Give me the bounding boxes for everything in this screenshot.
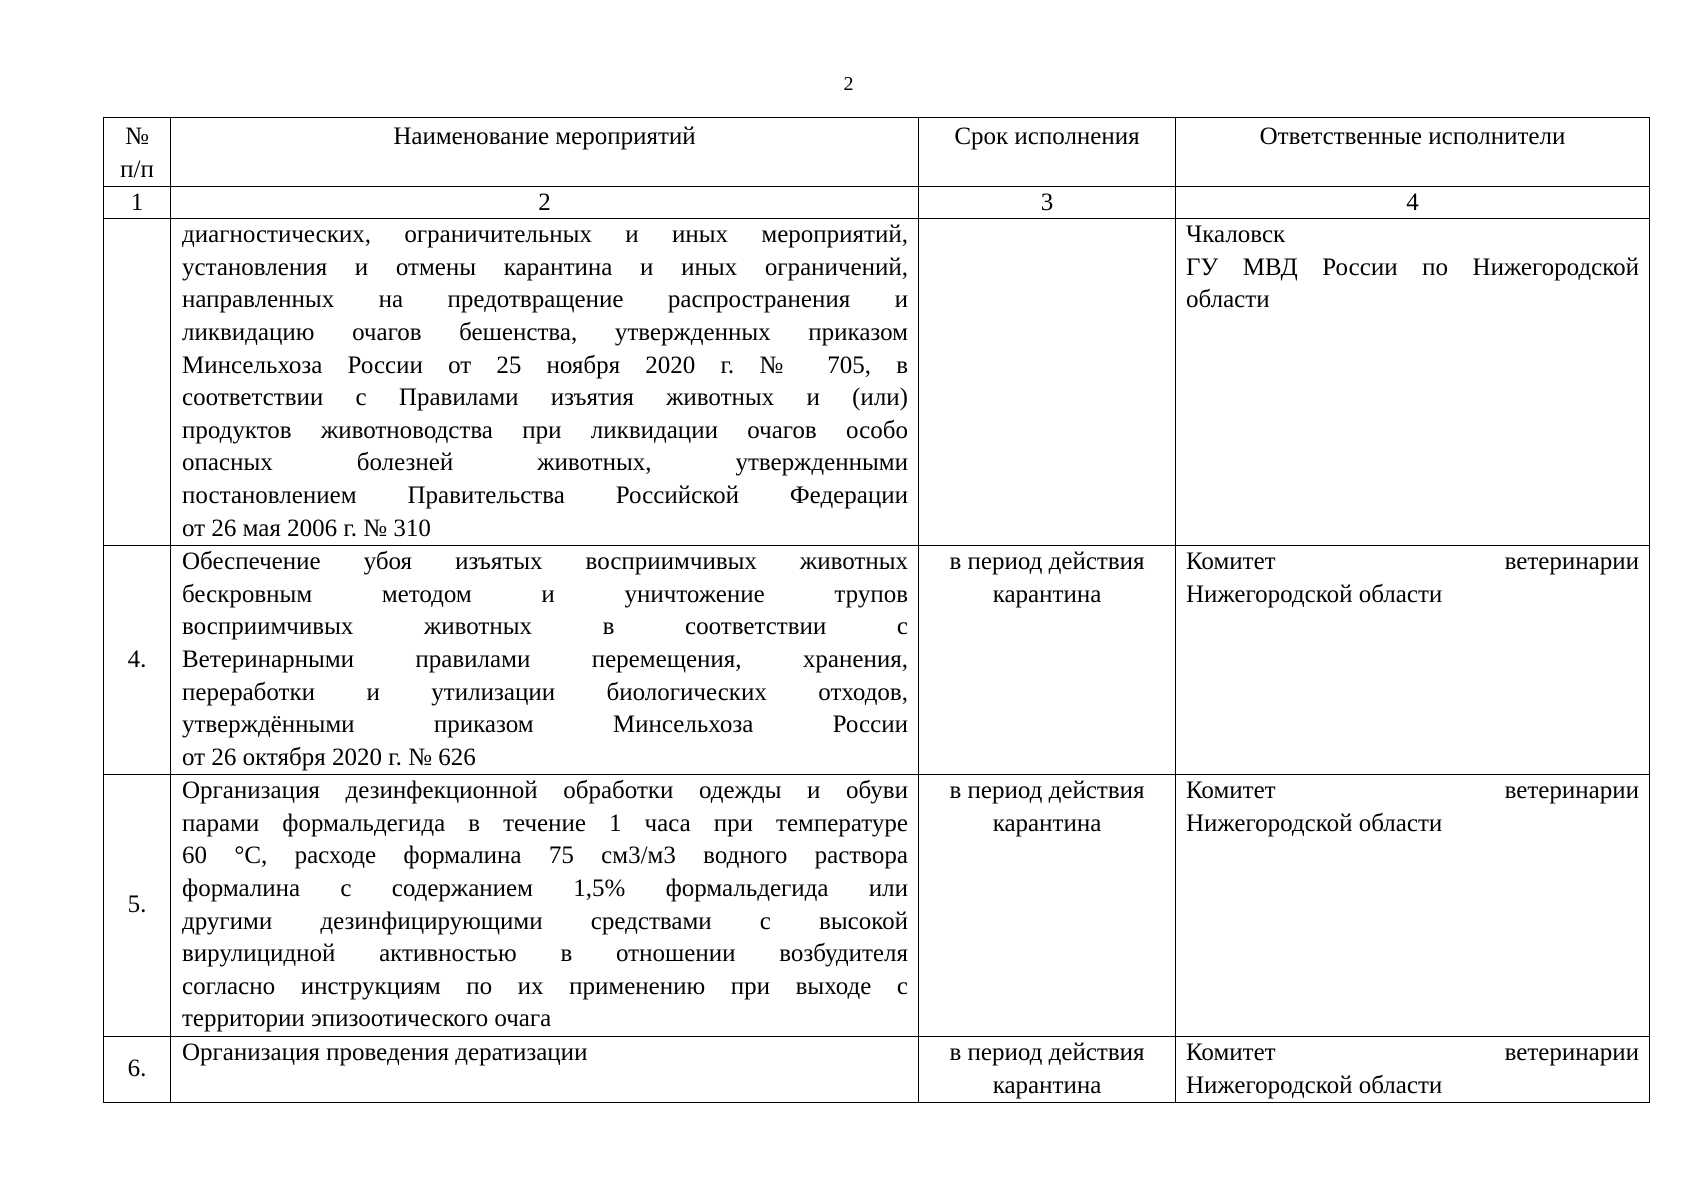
measure-name-line: Обеспечение убоя изъятых восприимчивых животных — [182, 548, 908, 576]
execution-term-line: карантина — [992, 809, 1102, 837]
measure-name-line: опасных болезней животных, утвержденными — [182, 449, 908, 477]
row-index: 5. — [104, 775, 171, 1037]
measure-name-line: другими дезинфицирующими средствами с высокой — [182, 907, 908, 935]
row-index: 6. — [104, 1037, 171, 1103]
header-term: Срок исполнения — [919, 118, 1176, 187]
column-number: 2 — [171, 187, 919, 219]
measure-name — [171, 1037, 919, 1103]
responsible-line: Нижегородской области — [1186, 1071, 1443, 1099]
measure-name-line: утверждёнными приказом Минсельхоза России — [182, 711, 908, 739]
responsible-executors — [1176, 219, 1650, 546]
table-row — [104, 219, 1650, 546]
column-number: 4 — [1176, 187, 1650, 219]
measure-name-line: формалина с содержанием 1,5% формальдегида или — [182, 875, 908, 903]
responsible-line: ГУ МВД России по Нижегородской — [1186, 253, 1639, 281]
measure-name-line: переработки и утилизации биологических отходов, — [182, 678, 908, 706]
table-row — [104, 1037, 1650, 1103]
measure-name — [171, 546, 919, 775]
column-number: 3 — [919, 187, 1176, 219]
execution-term-line: карантина — [992, 580, 1102, 608]
page-number: 2 — [843, 73, 854, 95]
responsible-line: Нижегородской области — [1186, 580, 1443, 608]
measure-name-line: 60 °C, расходе формалина 75 см3/м3 водного раствора — [182, 842, 908, 870]
measure-name — [171, 775, 919, 1037]
responsible-line: Комитет ветеринарии — [1186, 777, 1639, 805]
responsible-line: Нижегородской области — [1186, 809, 1443, 837]
header-responsible: Ответственные исполнители — [1176, 118, 1650, 187]
row-index — [104, 219, 171, 546]
measure-name-line: от 26 мая 2006 г. № 310 — [182, 514, 431, 542]
measure-name — [171, 219, 919, 546]
execution-term-line: в период действия — [949, 1039, 1145, 1067]
measure-name-line: постановлением Правительства Российской Федерации — [182, 481, 908, 509]
measure-name-line: бескровным методом и уничтожение трупов — [182, 580, 908, 608]
measure-name-line: Ветеринарными правилами перемещения, хранения, — [182, 645, 908, 673]
measure-name-line: Минсельхоза России от 25 ноября 2020 г. № 705, в — [182, 351, 908, 379]
header-num: № п/п — [104, 118, 171, 187]
execution-term-line: в период действия — [949, 548, 1145, 576]
header-row — [104, 118, 1650, 187]
measure-name-line: от 26 октября 2020 г. № 626 — [182, 743, 476, 771]
execution-term — [919, 1037, 1176, 1103]
measure-name-line: восприимчивых животных в соответствии с — [182, 613, 908, 641]
column-number: 1 — [104, 187, 171, 219]
measure-name-line: парами формальдегида в течение 1 часа при температуре — [182, 809, 908, 837]
row-index: 4. — [104, 546, 171, 775]
measure-name-line: Организация дезинфекционной обработки одежды и обуви — [182, 777, 908, 805]
execution-term — [919, 775, 1176, 1037]
measure-name-line: ликвидацию очагов бешенства, утвержденных приказом — [182, 318, 908, 346]
responsible-line: Комитет ветеринарии — [1186, 1039, 1639, 1067]
responsible-executors — [1176, 775, 1650, 1037]
measure-name-line: диагностических, ограничительных и иных мероприятий, — [182, 221, 908, 249]
measure-name-line: Организация проведения дератизации — [182, 1039, 588, 1067]
responsible-line: Чкаловск — [1186, 221, 1286, 249]
measure-name-line: направленных на предотвращение распространения и — [182, 286, 908, 314]
measure-name-line: вирулицидной активностью в отношении возбудителя — [182, 940, 908, 968]
column-number-row — [104, 187, 1650, 219]
table-body — [104, 219, 1650, 1103]
responsible-executors — [1176, 1037, 1650, 1103]
measure-name-line: территории эпизоотического очага — [182, 1005, 552, 1033]
execution-term — [919, 219, 1176, 546]
measure-name-line: продуктов животноводства при ликвидации очагов особо — [182, 416, 908, 444]
responsible-line: Комитет ветеринарии — [1186, 548, 1639, 576]
measure-name-line: соответствии с Правилами изъятия животных и (или) — [182, 384, 908, 412]
measure-name-line: согласно инструкциям по их применению при выходе с — [182, 972, 908, 1000]
responsible-executors — [1176, 546, 1650, 775]
table-row — [104, 775, 1650, 1037]
execution-term — [919, 546, 1176, 775]
execution-term-line: карантина — [992, 1071, 1102, 1099]
measures-table — [103, 117, 1650, 1103]
table-row — [104, 546, 1650, 775]
execution-term-line: в период действия — [949, 777, 1145, 805]
responsible-line: области — [1186, 286, 1270, 314]
header-name: Наименование мероприятий — [171, 118, 919, 187]
measure-name-line: установления и отмены карантина и иных ограничений, — [182, 253, 908, 281]
